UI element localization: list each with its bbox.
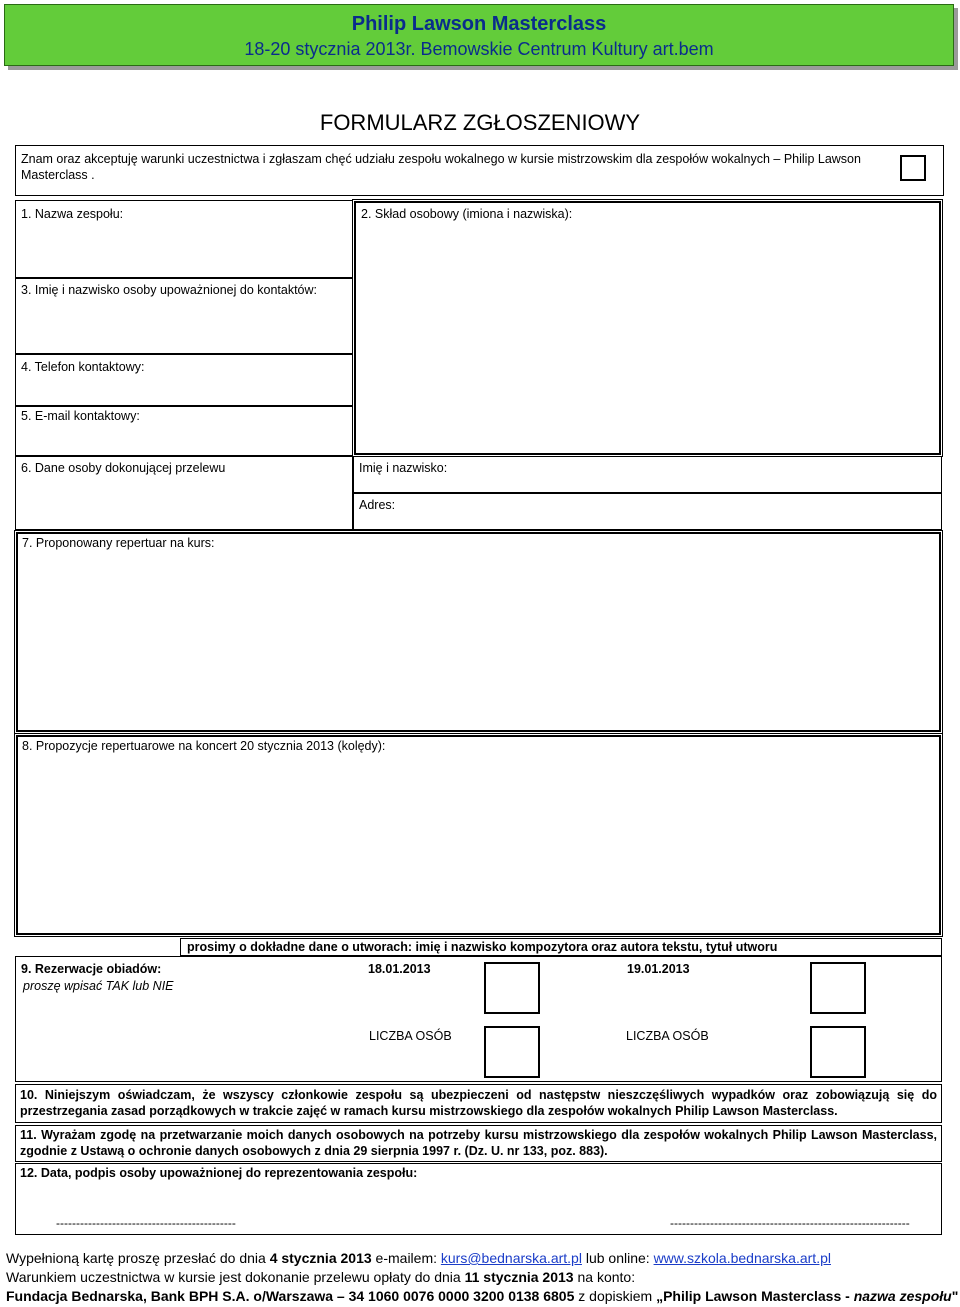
payer-field bbox=[15, 456, 353, 530]
repertoire-label: 7. Proponowany repertuar na kurs: bbox=[22, 536, 215, 550]
footer-text: e-mailem: bbox=[371, 1250, 441, 1266]
members-label: 2. Skład osobowy (imiona i nazwiska): bbox=[361, 207, 573, 221]
form-title: FORMULARZ ZGŁOSZENIOWY bbox=[319, 110, 641, 135]
consent-text: Znam oraz akceptuję warunki uczestnictwa i zgłaszam chęć udziału zespołu wokalnego w kursie mistrzowskim dla zespołów wokalnych – Philip Lawson Masterclass . bbox=[21, 152, 861, 182]
team-name-field[interactable] bbox=[15, 200, 353, 278]
team-name-label: 1. Nazwa zespołu: bbox=[21, 207, 124, 221]
signature-label: 12. Data, podpis osoby upoważnionej do reprezentowania zespołu: bbox=[20, 1166, 418, 1180]
privacy-consent bbox=[15, 1125, 942, 1162]
email-link[interactable]: kurs@bednarska.art.pl bbox=[440, 1250, 582, 1266]
header-subtitle: 18-20 stycznia 2013r. Bemowskie Centrum Kultury art.bem bbox=[244, 39, 714, 59]
payment-deadline: 11 stycznia 2013 bbox=[464, 1269, 574, 1285]
deadline-date: 4 stycznia 2013 bbox=[269, 1250, 372, 1266]
footer-text: lub online: bbox=[581, 1250, 654, 1266]
email-label: 5. E-mail kontaktowy: bbox=[21, 409, 140, 423]
meal-answer-box-1[interactable] bbox=[484, 962, 540, 1014]
meal-answer-box-2[interactable] bbox=[810, 962, 866, 1014]
meal-count-box-2[interactable] bbox=[810, 1026, 866, 1078]
meal-date-1: 18.01.2013 bbox=[368, 962, 431, 976]
payer-label: 6. Dane osoby dokonującej przelewu bbox=[21, 461, 226, 475]
insurance-text: 10. Niniejszym oświadczam, że wszyscy członkowie zespołu są ubezpieczeni od następstw nieszczęśliwych wypadków oraz zobowiązują się do przestrzegania zasad porządkowych w trakcie zajęć w ramach kursu mistrzowskiego dla zespołów wokalnych Philip Lawson Masterclass. bbox=[20, 1088, 937, 1118]
footer-text: z dopiskiem bbox=[574, 1288, 657, 1304]
concert-repertoire-field[interactable] bbox=[16, 735, 941, 935]
members-field[interactable] bbox=[354, 201, 941, 455]
payer-address-label: Adres: bbox=[359, 498, 396, 512]
payer-name-field[interactable] bbox=[353, 456, 942, 493]
footer-text: Warunkiem uczestnictwa w kursie jest dokonanie przelewu opłaty do dnia bbox=[6, 1269, 465, 1285]
phone-label: 4. Telefon kontaktowy: bbox=[21, 360, 145, 374]
repertoire-field[interactable] bbox=[16, 532, 941, 732]
meal-count-label-2: LICZBA OSÓB bbox=[626, 1029, 709, 1043]
privacy-text: 11. Wyrażam zgodę na przetwarzanie moich danych osobowych na potrzeby kursu mistrzowskiego dla zespołów wokalnych Philip Lawson Masterclass, zgodnie z Ustawą o ochronie danych osobowych z dnia 29 sierpnia 1997 r. (Dz. U. nr 133, poz. 883). bbox=[20, 1128, 937, 1158]
footer-text: na konto: bbox=[573, 1269, 636, 1285]
footer-line-2 bbox=[6, 1269, 956, 1286]
concert-repertoire-label: 8. Propozycje repertuarowe na koncert 20 stycznia 2013 (kolędy): bbox=[22, 739, 386, 753]
meal-count-label-1: LICZBA OSÓB bbox=[369, 1029, 452, 1043]
contact-person-field[interactable] bbox=[15, 278, 353, 354]
meal-date-2: 19.01.2013 bbox=[627, 962, 690, 976]
footer-line-1 bbox=[6, 1250, 956, 1267]
insurance-declaration bbox=[15, 1084, 942, 1123]
meals-label: 9. Rezerwacje obiadów: bbox=[21, 962, 162, 976]
transfer-title-end: " bbox=[951, 1288, 959, 1304]
signature-date-line: --------------------------------------------- bbox=[56, 1216, 236, 1230]
meals-section bbox=[15, 956, 942, 1082]
consent-checkbox[interactable] bbox=[900, 155, 926, 181]
email-field[interactable] bbox=[15, 406, 353, 456]
footer-text: Wypełnioną kartę proszę przesłać do dnia bbox=[6, 1250, 270, 1266]
payer-name-label: Imię i nazwisko: bbox=[359, 461, 448, 475]
contact-person-label: 3. Imię i nazwisko osoby upoważnionej do kontaktów: bbox=[21, 283, 317, 297]
signature-line: ------------------------------------------------------------ bbox=[670, 1216, 910, 1230]
consent-row bbox=[15, 145, 944, 196]
phone-field[interactable] bbox=[15, 354, 353, 406]
signature-field[interactable] bbox=[15, 1163, 942, 1235]
meals-hint: proszę wpisać TAK lub NIE bbox=[23, 979, 174, 993]
payer-address-field[interactable] bbox=[353, 493, 942, 530]
header-title: Philip Lawson Masterclass bbox=[351, 13, 607, 35]
bank-account: Fundacja Bednarska, Bank BPH S.A. o/Warszawa – 34 1060 0076 0000 3200 0138 6805 bbox=[6, 1288, 575, 1304]
header-banner bbox=[4, 4, 954, 66]
meal-count-box-1[interactable] bbox=[484, 1026, 540, 1078]
footer-line-3 bbox=[6, 1288, 959, 1305]
concert-note-row bbox=[180, 938, 942, 956]
concert-note: prosimy o dokładne dane o utworach: imię i nazwisko kompozytora oraz autora tekstu, tytuł utworu bbox=[187, 940, 778, 954]
website-link[interactable]: www.szkola.bednarska.art.pl bbox=[653, 1250, 831, 1266]
transfer-title-team: nazwa zespołu bbox=[853, 1288, 952, 1304]
transfer-title: „Philip Lawson Masterclass - bbox=[656, 1288, 854, 1304]
